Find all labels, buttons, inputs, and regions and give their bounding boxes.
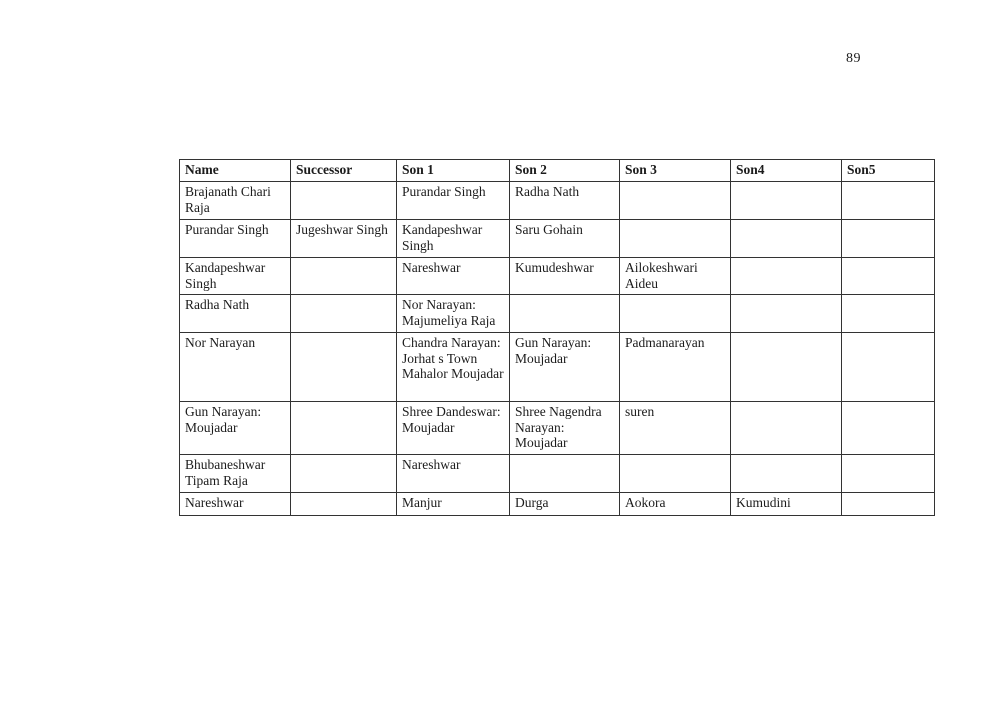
table-cell: Shree Nagendra Narayan: Moujadar xyxy=(510,402,620,455)
table-cell xyxy=(842,493,935,516)
table-cell xyxy=(842,333,935,402)
table-cell: Bhubaneshwar Tipam Raja xyxy=(180,455,291,493)
table-cell: Gun Narayan: Moujadar xyxy=(510,333,620,402)
table-cell: Saru Gohain xyxy=(510,220,620,258)
table-row xyxy=(180,333,935,402)
table-cell: Nareshwar xyxy=(397,455,510,493)
table-header-row xyxy=(180,160,935,182)
table-row xyxy=(180,182,935,220)
column-header-son2: Son 2 xyxy=(510,160,620,182)
table-cell: Manjur xyxy=(397,493,510,516)
page-number: 89 xyxy=(846,51,861,66)
column-header-son3: Son 3 xyxy=(620,160,731,182)
table-cell: Kandapeshwar Singh xyxy=(180,258,291,295)
genealogy-table xyxy=(179,159,935,516)
table-cell: Kumudeshwar xyxy=(510,258,620,295)
table-cell xyxy=(842,258,935,295)
table-cell: Purandar Singh xyxy=(397,182,510,220)
table-row xyxy=(180,402,935,455)
table-cell xyxy=(620,220,731,258)
table-cell: Nor Narayan: Majumeliya Raja xyxy=(397,295,510,333)
table-cell: Radha Nath xyxy=(510,182,620,220)
table-cell xyxy=(842,220,935,258)
table-cell: Jugeshwar Singh xyxy=(291,220,397,258)
table-cell xyxy=(510,455,620,493)
table-cell: Kumudini xyxy=(731,493,842,516)
table-cell xyxy=(731,258,842,295)
table-cell xyxy=(620,455,731,493)
table-cell xyxy=(291,493,397,516)
table-row xyxy=(180,455,935,493)
table-cell: Shree Dandeswar: Moujadar xyxy=(397,402,510,455)
table-cell: suren xyxy=(620,402,731,455)
table-cell: Purandar Singh xyxy=(180,220,291,258)
table-cell: Nareshwar xyxy=(180,493,291,516)
column-header-son4: Son4 xyxy=(731,160,842,182)
table-cell xyxy=(842,182,935,220)
table-cell xyxy=(291,333,397,402)
table-cell xyxy=(842,402,935,455)
table-cell: Chandra Narayan: Jorhat s Town Mahalor Moujadar xyxy=(397,333,510,402)
table-cell: Radha Nath xyxy=(180,295,291,333)
table-cell: Nareshwar xyxy=(397,258,510,295)
table-cell xyxy=(291,182,397,220)
table-cell xyxy=(291,295,397,333)
table-cell xyxy=(291,258,397,295)
table-cell: Gun Narayan: Moujadar xyxy=(180,402,291,455)
column-header-successor: Successor xyxy=(291,160,397,182)
table-cell xyxy=(731,220,842,258)
table-cell xyxy=(291,402,397,455)
table-cell xyxy=(731,295,842,333)
table-cell xyxy=(731,182,842,220)
table-cell xyxy=(842,455,935,493)
table-cell xyxy=(620,182,731,220)
table-cell: Aokora xyxy=(620,493,731,516)
table-row xyxy=(180,295,935,333)
table-cell xyxy=(731,455,842,493)
table-cell xyxy=(620,295,731,333)
column-header-son5: Son5 xyxy=(842,160,935,182)
table-cell: Ailokeshwari Aideu xyxy=(620,258,731,295)
table-row xyxy=(180,493,935,516)
table-cell: Nor Narayan xyxy=(180,333,291,402)
table-cell: Padmanarayan xyxy=(620,333,731,402)
table-cell xyxy=(510,295,620,333)
table-cell xyxy=(731,333,842,402)
table-cell xyxy=(842,295,935,333)
table-cell: Kandapeshwar Singh xyxy=(397,220,510,258)
table-row xyxy=(180,220,935,258)
table-cell: Brajanath Chari Raja xyxy=(180,182,291,220)
column-header-son1: Son 1 xyxy=(397,160,510,182)
table-cell: Durga xyxy=(510,493,620,516)
table-row xyxy=(180,258,935,295)
table-cell xyxy=(291,455,397,493)
column-header-name: Name xyxy=(180,160,291,182)
table-cell xyxy=(731,402,842,455)
